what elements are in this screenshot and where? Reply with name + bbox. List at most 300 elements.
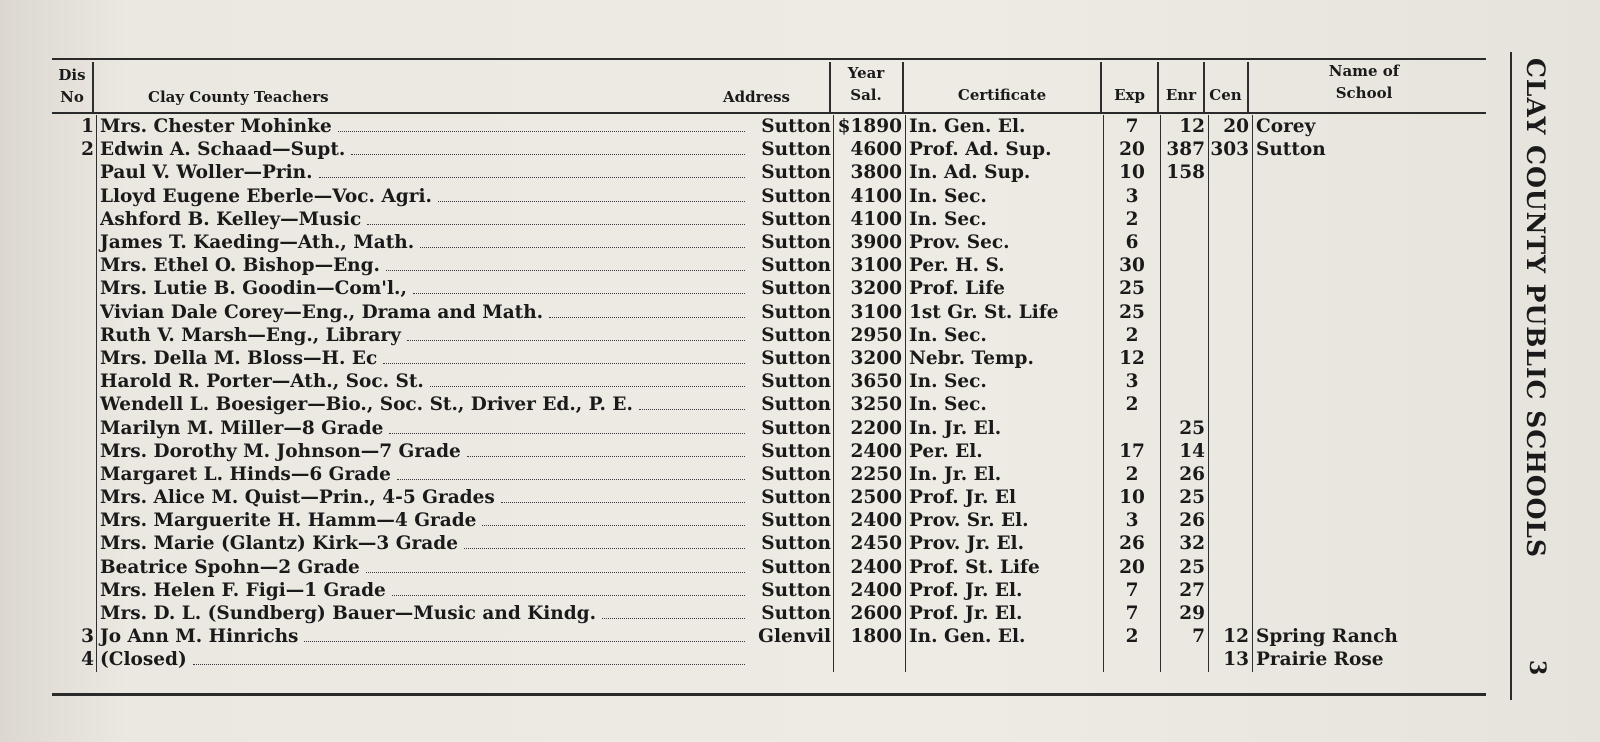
cell-district-number: 2: [52, 138, 97, 161]
sidebar-rule: [1510, 52, 1512, 700]
teacher-name-text: Edwin A. Schaad—Supt.: [100, 139, 346, 161]
cell-salary: 3250: [834, 393, 906, 416]
cell-salary: 3100: [834, 254, 906, 277]
cell-school-name: [1253, 231, 1507, 254]
cell-experience: 20: [1104, 556, 1161, 579]
cell-certificate: Prof. Ad. Sup.: [906, 138, 1104, 161]
cell-enrollment: [1161, 347, 1209, 370]
cell-experience: 2: [1104, 625, 1161, 648]
header-rule: [52, 112, 1486, 114]
cell-enrollment: 26: [1161, 463, 1209, 486]
cell-address: Glenvil: [748, 625, 834, 648]
cell-salary: 3800: [834, 161, 906, 184]
cell-census: [1209, 393, 1253, 416]
cell-teacher-name: [97, 138, 749, 161]
cell-salary: 2200: [834, 416, 906, 439]
header-name-of: Name of: [1328, 62, 1400, 80]
cell-census: [1209, 486, 1253, 509]
cell-salary: 2950: [834, 324, 906, 347]
cell-salary: 3200: [834, 347, 906, 370]
table-row: [52, 579, 1506, 602]
cell-address: Sutton: [748, 393, 834, 416]
cell-district-number: 4: [52, 648, 97, 671]
cell-district-number: [52, 185, 97, 208]
cell-enrollment: 158: [1161, 161, 1209, 184]
dot-leader: [407, 339, 745, 341]
cell-school-name: [1253, 509, 1507, 532]
cell-census: 303: [1209, 138, 1253, 161]
header-no: No: [60, 88, 84, 106]
cell-school-name: [1253, 416, 1507, 439]
cell-certificate: In. Ad. Sup.: [906, 161, 1104, 184]
cell-enrollment: 387: [1161, 138, 1209, 161]
cell-district-number: [52, 277, 97, 300]
cell-certificate: In. Sec.: [906, 185, 1104, 208]
teacher-name-text: Mrs. Chester Mohinke: [100, 116, 332, 138]
cell-enrollment: [1161, 393, 1209, 416]
cell-salary: [834, 648, 906, 671]
cell-census: [1209, 161, 1253, 184]
teacher-name-text: (Closed): [100, 649, 187, 671]
teacher-name-text: Ashford B. Kelley—Music: [100, 208, 362, 230]
cell-teacher-name: [97, 486, 749, 509]
cell-census: [1209, 231, 1253, 254]
header-certificate: Certificate: [957, 86, 1047, 104]
cell-address: Sutton: [748, 463, 834, 486]
cell-teacher-name: [97, 277, 749, 300]
cell-experience: 30: [1104, 254, 1161, 277]
cell-address: Sutton: [748, 579, 834, 602]
table-row: [52, 185, 1506, 208]
dot-leader: [501, 501, 745, 503]
header-enr: Enr: [1165, 86, 1197, 104]
cell-teacher-name: [97, 370, 749, 393]
cell-certificate: In. Sec.: [906, 393, 1104, 416]
cell-teacher-name: [97, 393, 749, 416]
cell-census: [1209, 509, 1253, 532]
cell-census: [1209, 185, 1253, 208]
header-cen: Cen: [1209, 86, 1242, 104]
cell-school-name: [1253, 463, 1507, 486]
cell-school-name: [1253, 161, 1507, 184]
table-row: [52, 648, 1506, 671]
cell-enrollment: [1161, 370, 1209, 393]
teacher-name-text: Mrs. Helen F. Figi—1 Grade: [100, 579, 386, 601]
cell-census: [1209, 347, 1253, 370]
dot-leader: [319, 176, 745, 178]
dot-leader: [389, 432, 745, 434]
cell-teacher-name: [97, 579, 749, 602]
cell-census: [1209, 301, 1253, 324]
cell-experience: 2: [1104, 324, 1161, 347]
cell-certificate: Prof. Jr. El.: [906, 579, 1104, 602]
cell-district-number: [52, 324, 97, 347]
cell-salary: 4100: [834, 208, 906, 231]
cell-experience: 25: [1104, 301, 1161, 324]
cell-enrollment: [1161, 254, 1209, 277]
cell-district-number: [52, 486, 97, 509]
table-row: [52, 138, 1506, 161]
cell-experience: 2: [1104, 208, 1161, 231]
teacher-name-text: Jo Ann M. Hinrichs: [100, 626, 299, 648]
cell-certificate: Prov. Jr. El.: [906, 532, 1104, 555]
table-row: [52, 347, 1506, 370]
cell-address: Sutton: [748, 370, 834, 393]
cell-enrollment: 25: [1161, 486, 1209, 509]
cell-teacher-name: [97, 556, 749, 579]
cell-experience: 10: [1104, 486, 1161, 509]
cell-experience: 3: [1104, 185, 1161, 208]
cell-census: [1209, 463, 1253, 486]
cell-certificate: In. Jr. El.: [906, 463, 1104, 486]
dot-leader: [438, 200, 745, 202]
dot-leader: [383, 362, 745, 364]
table-row: [52, 370, 1506, 393]
cell-teacher-name: [97, 463, 749, 486]
cell-experience: 3: [1104, 370, 1161, 393]
cell-salary: 4100: [834, 185, 906, 208]
cell-experience: 20: [1104, 138, 1161, 161]
header-divider: [92, 62, 94, 112]
cell-district-number: [52, 440, 97, 463]
cell-certificate: In. Jr. El.: [906, 416, 1104, 439]
cell-enrollment: 12: [1161, 115, 1209, 138]
cell-experience: [1104, 648, 1161, 671]
cell-salary: 1800: [834, 625, 906, 648]
teacher-name-text: Harold R. Porter—Ath., Soc. St.: [100, 371, 424, 393]
header-exp: Exp: [1114, 86, 1145, 104]
cell-enrollment: [1161, 648, 1209, 671]
cell-census: [1209, 208, 1253, 231]
cell-teacher-name: [97, 625, 749, 648]
teacher-name-text: Margaret L. Hinds—6 Grade: [100, 463, 391, 485]
cell-teacher-name: [97, 648, 749, 671]
cell-school-name: [1253, 579, 1507, 602]
cell-teacher-name: [97, 161, 749, 184]
cell-address: Sutton: [748, 509, 834, 532]
cell-enrollment: [1161, 301, 1209, 324]
cell-teacher-name: [97, 324, 749, 347]
cell-certificate: Prof. St. Life: [906, 556, 1104, 579]
cell-certificate: In. Gen. El.: [906, 115, 1104, 138]
cell-address: Sutton: [748, 231, 834, 254]
table-row: [52, 625, 1506, 648]
cell-census: [1209, 416, 1253, 439]
cell-enrollment: 26: [1161, 509, 1209, 532]
cell-address: Sutton: [748, 347, 834, 370]
teachers-table-body: [52, 115, 1506, 672]
cell-enrollment: 29: [1161, 602, 1209, 625]
cell-school-name: [1253, 556, 1507, 579]
cell-census: [1209, 579, 1253, 602]
cell-school-name: [1253, 347, 1507, 370]
teacher-name-text: Mrs. Dorothy M. Johnson—7 Grade: [100, 440, 461, 462]
header-teachers: Clay County Teachers: [148, 88, 329, 106]
cell-certificate: Prof. Jr. El: [906, 486, 1104, 509]
cell-teacher-name: [97, 231, 749, 254]
cell-school-name: [1253, 440, 1507, 463]
teacher-name-text: Wendell L. Boesiger—Bio., Soc. St., Driver Ed., P. E.: [100, 394, 633, 416]
table-row: [52, 324, 1506, 347]
cell-teacher-name: [97, 185, 749, 208]
cell-salary: 3100: [834, 301, 906, 324]
teacher-name-text: Mrs. Lutie B. Goodin—Com'l.,: [100, 278, 407, 300]
cell-census: [1209, 370, 1253, 393]
cell-certificate: In. Gen. El.: [906, 625, 1104, 648]
dot-leader: [386, 269, 745, 271]
cell-census: [1209, 440, 1253, 463]
cell-district-number: [52, 393, 97, 416]
teacher-name-text: Mrs. D. L. (Sundberg) Bauer—Music and Kindg.: [100, 603, 597, 625]
table-row: [52, 161, 1506, 184]
cell-certificate: 1st Gr. St. Life: [906, 301, 1104, 324]
cell-teacher-name: [97, 115, 749, 138]
cell-certificate: Nebr. Temp.: [906, 347, 1104, 370]
cell-address: Sutton: [748, 602, 834, 625]
teacher-name-text: Marilyn M. Miller—8 Grade: [100, 417, 384, 439]
cell-certificate: Per. El.: [906, 440, 1104, 463]
dot-leader: [392, 594, 745, 596]
cell-district-number: 3: [52, 625, 97, 648]
page-number: 3: [1524, 660, 1550, 676]
cell-experience: 6: [1104, 231, 1161, 254]
cell-teacher-name: [97, 254, 749, 277]
dot-leader: [430, 385, 745, 387]
table-row: [52, 115, 1506, 138]
teacher-name-text: Mrs. Ethel O. Bishop—Eng.: [100, 255, 381, 277]
cell-district-number: [52, 301, 97, 324]
dot-leader: [366, 571, 745, 573]
cell-enrollment: [1161, 208, 1209, 231]
cell-school-name: [1253, 185, 1507, 208]
cell-certificate: In. Sec.: [906, 324, 1104, 347]
cell-address: Sutton: [748, 301, 834, 324]
cell-salary: 2400: [834, 509, 906, 532]
table-row: [52, 416, 1506, 439]
teacher-name-text: Vivian Dale Corey—Eng., Drama and Math.: [100, 301, 544, 323]
table-row: [52, 254, 1506, 277]
cell-salary: 3900: [834, 231, 906, 254]
cell-certificate: Prof. Life: [906, 277, 1104, 300]
cell-address: Sutton: [748, 208, 834, 231]
teachers-table: [52, 115, 1506, 672]
cell-salary: 3200: [834, 277, 906, 300]
cell-census: [1209, 556, 1253, 579]
cell-address: Sutton: [748, 416, 834, 439]
cell-school-name: [1253, 393, 1507, 416]
cell-school-name: [1253, 324, 1507, 347]
cell-address: Sutton: [748, 486, 834, 509]
header-school-label: School: [1335, 84, 1393, 102]
table-row: [52, 277, 1506, 300]
dot-leader: [367, 223, 745, 225]
cell-district-number: [52, 231, 97, 254]
table-row: [52, 602, 1506, 625]
teacher-name-text: Mrs. Marguerite H. Hamm—4 Grade: [100, 510, 477, 532]
cell-experience: 7: [1104, 602, 1161, 625]
cell-district-number: [52, 463, 97, 486]
cell-certificate: Per. H. S.: [906, 254, 1104, 277]
cell-salary: 2400: [834, 556, 906, 579]
dot-leader: [549, 316, 745, 318]
dot-leader: [420, 246, 745, 248]
cell-experience: 2: [1104, 393, 1161, 416]
cell-experience: [1104, 416, 1161, 439]
header-address: Address: [723, 88, 790, 106]
cell-address: Sutton: [748, 324, 834, 347]
cell-experience: 2: [1104, 463, 1161, 486]
cell-enrollment: 27: [1161, 579, 1209, 602]
cell-school-name: [1253, 277, 1507, 300]
cell-salary: 2400: [834, 579, 906, 602]
table-row: [52, 440, 1506, 463]
dot-leader: [304, 640, 745, 642]
cell-address: [748, 648, 834, 671]
dot-leader: [467, 455, 745, 457]
cell-teacher-name: [97, 532, 749, 555]
table-row: [52, 301, 1506, 324]
cell-experience: 25: [1104, 277, 1161, 300]
cell-district-number: 1: [52, 115, 97, 138]
cell-census: 13: [1209, 648, 1253, 671]
cell-teacher-name: [97, 416, 749, 439]
cell-salary: 2400: [834, 440, 906, 463]
dot-leader: [413, 292, 745, 294]
cell-salary: 3650: [834, 370, 906, 393]
table-row: [52, 463, 1506, 486]
cell-school-name: [1253, 208, 1507, 231]
cell-district-number: [52, 370, 97, 393]
cell-district-number: [52, 509, 97, 532]
cell-experience: 17: [1104, 440, 1161, 463]
teacher-name-text: Mrs. Marie (Glantz) Kirk—3 Grade: [100, 533, 458, 555]
cell-district-number: [52, 556, 97, 579]
teacher-name-text: Mrs. Della M. Bloss—H. Ec: [100, 347, 378, 369]
cell-address: Sutton: [748, 254, 834, 277]
cell-district-number: [52, 602, 97, 625]
cell-certificate: In. Sec.: [906, 370, 1104, 393]
cell-experience: 12: [1104, 347, 1161, 370]
cell-salary: 2450: [834, 532, 906, 555]
cell-address: Sutton: [748, 115, 834, 138]
cell-certificate: Prov. Sec.: [906, 231, 1104, 254]
cell-address: Sutton: [748, 138, 834, 161]
table-row: [52, 393, 1506, 416]
header-dis-no: [52, 64, 92, 108]
teacher-name-text: Mrs. Alice M. Quist—Prin., 4-5 Grades: [100, 487, 495, 509]
cell-salary: 2600: [834, 602, 906, 625]
cell-enrollment: [1161, 231, 1209, 254]
cell-teacher-name: [97, 509, 749, 532]
cell-district-number: [52, 532, 97, 555]
cell-school-name: [1253, 254, 1507, 277]
cell-salary: $1890: [834, 115, 906, 138]
dot-leader: [338, 130, 745, 132]
cell-district-number: [52, 579, 97, 602]
cell-teacher-name: [97, 440, 749, 463]
cell-school-name: [1253, 602, 1507, 625]
header-sal: Sal.: [850, 86, 882, 104]
cell-census: 20: [1209, 115, 1253, 138]
dot-leader: [397, 478, 745, 480]
cell-salary: 2500: [834, 486, 906, 509]
header-year: Year: [847, 64, 885, 82]
table-row: [52, 556, 1506, 579]
cell-teacher-name: [97, 208, 749, 231]
cell-school-name: [1253, 370, 1507, 393]
table-row: [52, 231, 1506, 254]
cell-enrollment: 7: [1161, 625, 1209, 648]
cell-school-name: Spring Ranch: [1256, 626, 1398, 648]
cell-enrollment: 32: [1161, 532, 1209, 555]
cell-enrollment: 14: [1161, 440, 1209, 463]
cell-census: [1209, 532, 1253, 555]
teacher-name-text: Paul V. Woller—Prin.: [100, 162, 313, 184]
cell-salary: 2250: [834, 463, 906, 486]
cell-teacher-name: [97, 347, 749, 370]
cell-certificate: Prov. Sr. El.: [906, 509, 1104, 532]
sidebar-title: CLAY COUNTY PUBLIC SCHOOLS: [1521, 58, 1550, 559]
cell-certificate: In. Sec.: [906, 208, 1104, 231]
dot-leader: [351, 153, 745, 155]
table-row: [52, 486, 1506, 509]
cell-district-number: [52, 208, 97, 231]
dot-leader: [639, 408, 745, 410]
cell-address: Sutton: [748, 440, 834, 463]
dot-leader: [482, 524, 745, 526]
cell-experience: 10: [1104, 161, 1161, 184]
teacher-name-text: James T. Kaeding—Ath., Math.: [100, 232, 415, 254]
cell-enrollment: [1161, 277, 1209, 300]
cell-census: [1209, 254, 1253, 277]
table-row: [52, 509, 1506, 532]
cell-address: Sutton: [748, 532, 834, 555]
table-bottom-rule: [52, 693, 1486, 696]
cell-address: Sutton: [748, 277, 834, 300]
teacher-name-text: Ruth V. Marsh—Eng., Library: [100, 324, 401, 346]
cell-certificate: [906, 648, 1104, 671]
cell-school-name: Prairie Rose: [1256, 649, 1384, 671]
cell-school-name: Corey: [1256, 116, 1316, 138]
header-school: [1249, 60, 1479, 104]
cell-address: Sutton: [748, 161, 834, 184]
dot-leader: [464, 547, 745, 549]
cell-district-number: [52, 416, 97, 439]
dot-leader: [193, 663, 745, 665]
cell-school-name: [1253, 532, 1507, 555]
cell-census: [1209, 602, 1253, 625]
header-dis: Dis: [58, 66, 86, 84]
cell-district-number: [52, 347, 97, 370]
cell-census: [1209, 277, 1253, 300]
cell-enrollment: 25: [1161, 416, 1209, 439]
table-row: [52, 208, 1506, 231]
cell-teacher-name: [97, 602, 749, 625]
cell-district-number: [52, 254, 97, 277]
cell-school-name: [1253, 301, 1507, 324]
cell-enrollment: 25: [1161, 556, 1209, 579]
cell-salary: 4600: [834, 138, 906, 161]
cell-enrollment: [1161, 324, 1209, 347]
cell-experience: 7: [1104, 579, 1161, 602]
cell-address: Sutton: [748, 556, 834, 579]
cell-district-number: [52, 161, 97, 184]
cell-school-name: [1253, 486, 1507, 509]
cell-census: 12: [1209, 625, 1253, 648]
table-row: [52, 532, 1506, 555]
cell-address: Sutton: [748, 185, 834, 208]
header-salary: [831, 62, 901, 106]
